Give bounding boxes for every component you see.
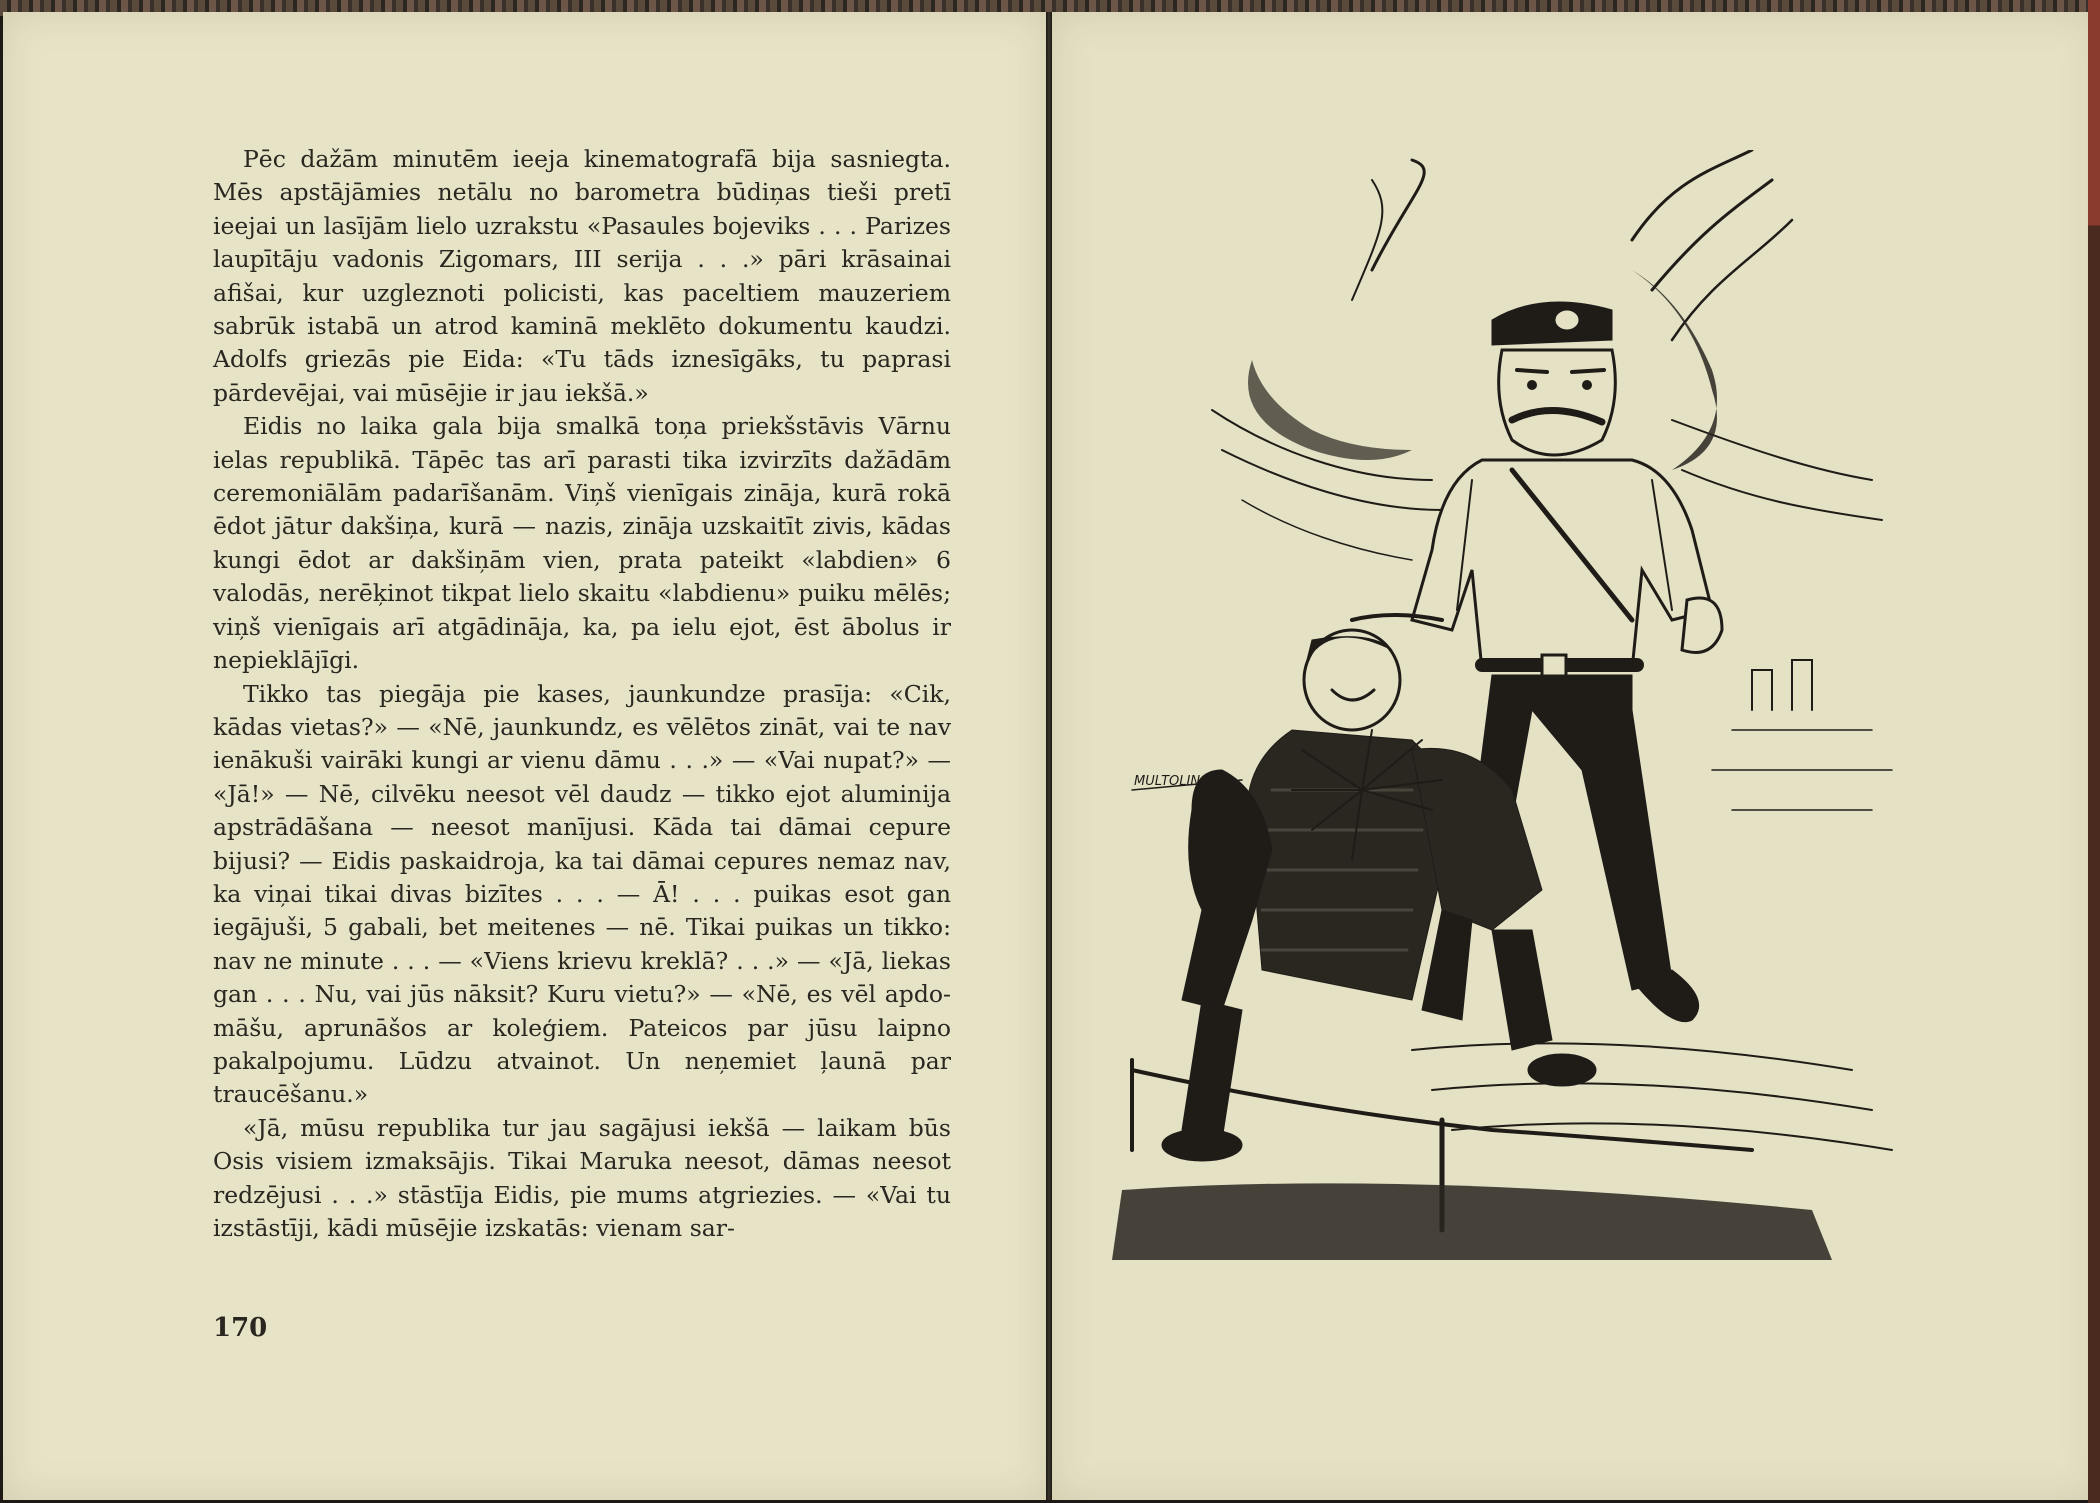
- book-cover-edge: [2088, 0, 2100, 1503]
- illustration-drawing: [1112, 150, 1972, 1260]
- body-text: [213, 143, 951, 1245]
- paragraph-4: «Jā, mūsu republika tur jau sagājusi iekšā — laikam būs Osis visiem izmaksājis. Tikai Maruka neesot, dāmas neesot redzējusi . . .» stāstīja Eidis, pie mums atgriezies. — «Vai tu izstāstīji, kādi mūsējie izskatās: vienam sar-: [213, 1113, 951, 1242]
- paragraph-1: Pēc dažām minutēm ieeja kinematografā bija sasniegta. Mēs apstājāmies netālu no barometra būdiņas tieši pretī ieejai un lasījām lielo uzrakstu «Pasaules bojeviks . . . Parizes laupītāju vadonis Zigomars, III serija . . .» pāri krāsainai afišai, kur uzgleznoti policisti, kas paceltiem mauzeriem sabrūk istabā un atrod kaminā meklēto dokumentu kaudzi. Adolfs griezās pie Eida: «Tu tāds iznesīgāks, tu paprasi pārdevējai, vai mūsējie ir jau iekšā.»: [213, 145, 951, 407]
- paragraph-2: Eidis no laika gala bija smalkā toņa priekšstāvis Vārnu ielas republikā. Tāpēc tas arī parasti tika izvirzīts dažādām ceremoniālām padarīšanām. Viņš vienīgais zināja, kurā rokā ēdot jātur dakšiņa, kurā — nazis, zināja uzskaitīt zivis, kādas kungi ēdot ar dakšiņām vien, prata pateikt «labdien» 6 valodās, nerēķinot tikpat lielo skaitu «labdienu» puiku mēlēs; viņš vienīgais arī atgādināja, ka, pa ielu ejot, ēst ābolus ir nepieklājīgi.: [213, 412, 951, 675]
- illustration-signature: MULTOLINS: [1134, 774, 1209, 789]
- policeman-grabbing-boy-illustration: [1112, 150, 1972, 1260]
- page-number: 170: [213, 1313, 268, 1343]
- paragraph-3: Tikko tas piegāja pie kases, jaunkundze prasīja: «Cik, kādas vietas?» — «Nē, jaunkundz, es vēlētos zināt, vai te nav ienākuši vairāki kungi ar vienu dāmu . . .» — «Vai nupat?» — «Jā!» — Nē, cilvēku neesot vēl daudz — tikko ejot aluminija apstrādāšana — neesot manījusi. Kāda tai dāmai cepure bijusi? — Eidis paskaidroja, ka tai dāmai cepures nemaz nav, ka viņai tikai divas bizītes . . . — Ā! . . . puikas esot gan iegājuši, 5 gabali, bet meitenes — nē. Tikai puikas un tikko: nav ne minute . . . — «Viens krievu kreklā? . . .» — «Jā, liekas gan . . . Nu, vai jūs nāksit? Kuru vietu?» — «Nē, es vēl apdomāšu, aprunāšos ar koleģiem. Pateicos par jūsu laipno pakalpojumu. Lūdzu atvainot. Un neņemiet ļaunā par traucēšanu.»: [213, 679, 951, 1109]
